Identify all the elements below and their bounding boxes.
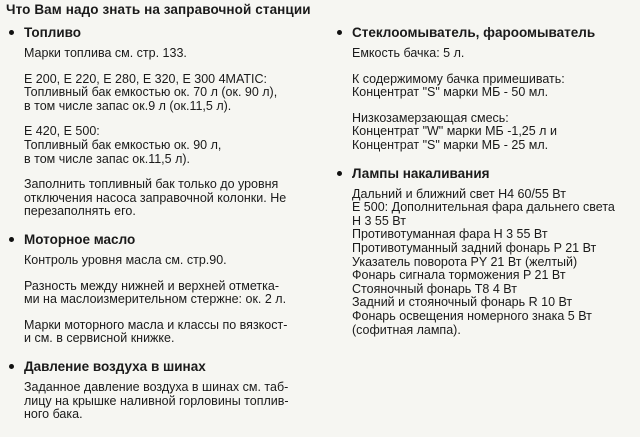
section-title-text: Топливо (24, 25, 82, 40)
tire-pressure-text: Заданное давление воздуха в шинах см. таб- лицу на крышке наливной горловины топлив- ного бака. (24, 379, 289, 422)
oil-check-text: Контроль уровня масла см. стр.90. (24, 252, 227, 267)
washer-concentrate-text: К содержимому бачка примешивать: Концентрат "S" марки МБ - 50 мл. (352, 71, 565, 100)
fuel-fill-note-text: Заполнить топливный бак только до уровня отключения насоса заправочной колонки. Не перезаполнять его. (24, 177, 287, 219)
section-title (334, 165, 638, 182)
bullet-icon (337, 171, 342, 176)
section-engine-oil (6, 231, 324, 346)
fuel-tank-capacity-v8-text: E 420, E 500: Топливный бак емкостью ок. 90 л, в том числе запас ок.11,5 л). (24, 124, 222, 166)
washer-capacity-text: Емкость бачка: 5 л. (352, 46, 465, 60)
oil-grades-text: Марки моторного масла и классы по вязкост- и см. в сервисной книжке. (24, 317, 288, 346)
bullet-icon (9, 364, 14, 369)
bullet-icon (337, 30, 342, 35)
section-title-text: Стеклоомыватель, фароомыватель (352, 25, 596, 40)
section-tire-pressure (6, 358, 324, 422)
fuel-tank-capacity-text: E 200, E 220, E 280, E 320, E 300 4MATIC: Топливный бак емкостью ок. 70 л (ок. 90 л), в том числе запас ок.9 л (ок.11,5 л). (24, 71, 278, 113)
fuel-grades-text: Марки топлива см. стр. 133. (24, 46, 187, 60)
left-column (6, 24, 324, 434)
bullet-icon (9, 30, 14, 35)
section-title-text: Моторное масло (24, 231, 136, 247)
section-title-text: Давление воздуха в шинах (24, 358, 206, 374)
page-title: Что Вам надо знать на заправочной станции (6, 2, 311, 17)
section-washer (334, 24, 638, 153)
section-title (6, 358, 324, 375)
bullet-icon (9, 237, 14, 242)
oil-dipstick-text: Разность между нижней и верхней отметка- ми на маслоизмерительном стержне: ок. 2 л. (24, 278, 287, 307)
section-title (334, 24, 638, 41)
bulbs-list-text: Дальний и ближний свет H4 60/55 Вт E 500: Дополнительная фара дальнего света H 3 55 Вт Противотуманная фара H 3 55 Вт Противотуманный задний фонарь P 21 Вт Указатель поворота PY 21 Вт (желтый) Фонарь сигнала торможения P 21 Вт Стояночный фонарь T8 4 Вт Задний и стояночный фонарь R 10 Вт Фонарь освещения номерного знака 5 Вт (софитная лампа). (352, 186, 615, 337)
section-title-text: Лампы накаливания (352, 165, 490, 181)
section-bulbs (334, 165, 638, 338)
section-title (6, 231, 324, 248)
section-fuel (6, 24, 324, 219)
right-column (334, 24, 638, 349)
section-title (6, 24, 324, 41)
washer-antifreeze-text: Низкозамерзающая смесь: Концентрат "W" марки МБ -1,25 л и Концентрат "S" марки МБ - 25 мл. (352, 110, 557, 152)
